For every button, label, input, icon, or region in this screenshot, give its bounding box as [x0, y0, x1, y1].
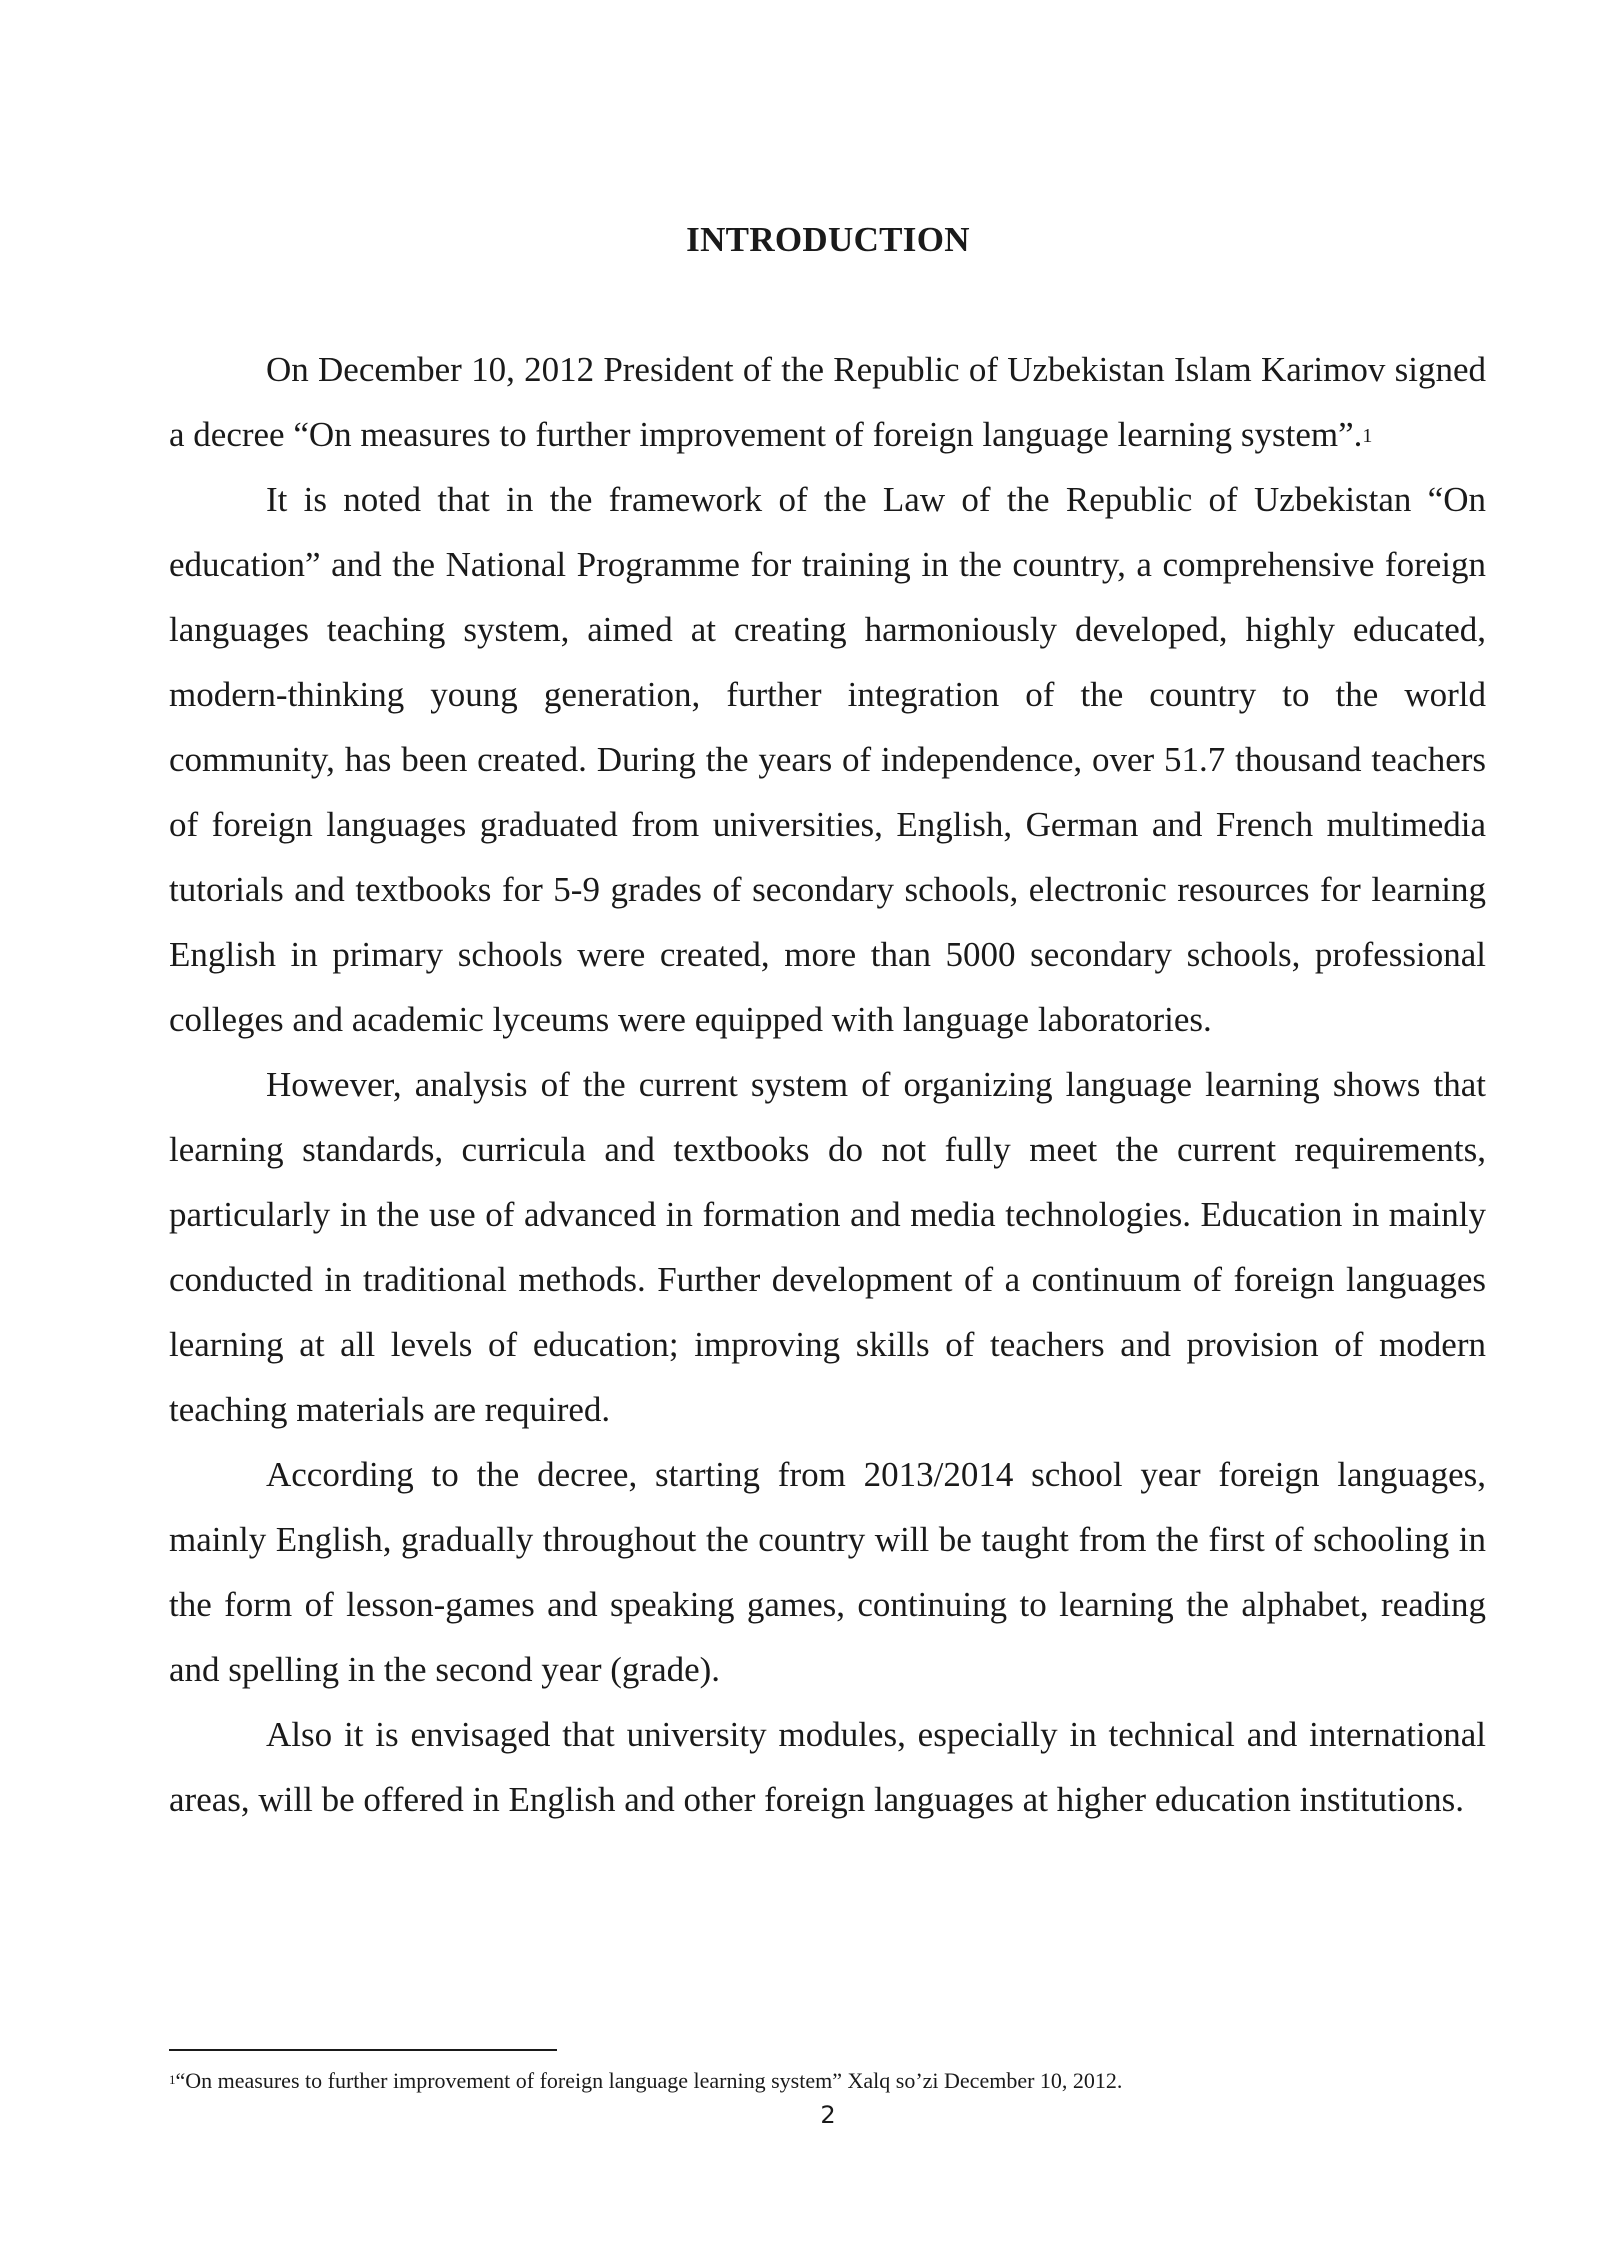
footnote-mark: 1 — [169, 2072, 176, 2087]
page-number: 2 — [820, 2101, 836, 2129]
paragraph-3: However, analysis of the current system of organizing language learning shows that learning standards, curricula and textbooks do not fully meet the current requirements, particularly in the use of advanced in formation and media technologies. Education in mainly conducted in traditional methods. Further development of a continuum of foreign languages learning at all levels of education; improving skills of teachers and provision of modern teaching materials are required. — [169, 1065, 1486, 1429]
paragraph-4: According to the decree, starting from 2013/2014 school year foreign languages, mainly English, gradually throughout the country will be taught from the first of schooling in the form of lesson-games and speaking games, continuing to learning the alphabet, reading and spelling in the second year (grade). — [169, 1455, 1486, 1689]
paragraph-2: It is noted that in the framework of the Law of the Republic of Uzbekistan “On education” and the National Programme for training in the country, a comprehensive foreign languages teaching system, aimed at creating harmoniously developed, highly educated, modern-thinking young generation, further integration of the country to the world community, has been created. During the years of independence, over 51.7 thousand teachers of foreign languages graduated from universities, English, German and French multimedia tutorials and textbooks for 5-9 grades of secondary schools, electronic resources for learning English in primary schools were created, more than 5000 secondary schools, professional colleges and academic lyceums were equipped with language laboratories. — [169, 480, 1486, 1039]
footnote-reference[interactable]: 1 — [1362, 425, 1373, 447]
footnote — [169, 2066, 1489, 2096]
page-title: INTRODUCTION — [686, 220, 970, 259]
paragraph-1-text: On December 10, 2012 President of the Republic of Uzbekistan Islam Karimov signed a decree “On measures to further improvement of foreign language learning system”. — [169, 350, 1486, 454]
footnote-separator — [169, 2049, 557, 2051]
body-text — [169, 337, 1486, 1832]
paragraph-5: Also it is envisaged that university modules, especially in technical and international areas, will be offered in English and other foreign languages at higher education institutions. — [169, 1715, 1486, 1819]
paragraph-1 — [169, 337, 1486, 467]
footnote-text: “On measures to further improvement of foreign language learning system” Xalq so’zi December 10, 2012. — [175, 2068, 1123, 2093]
